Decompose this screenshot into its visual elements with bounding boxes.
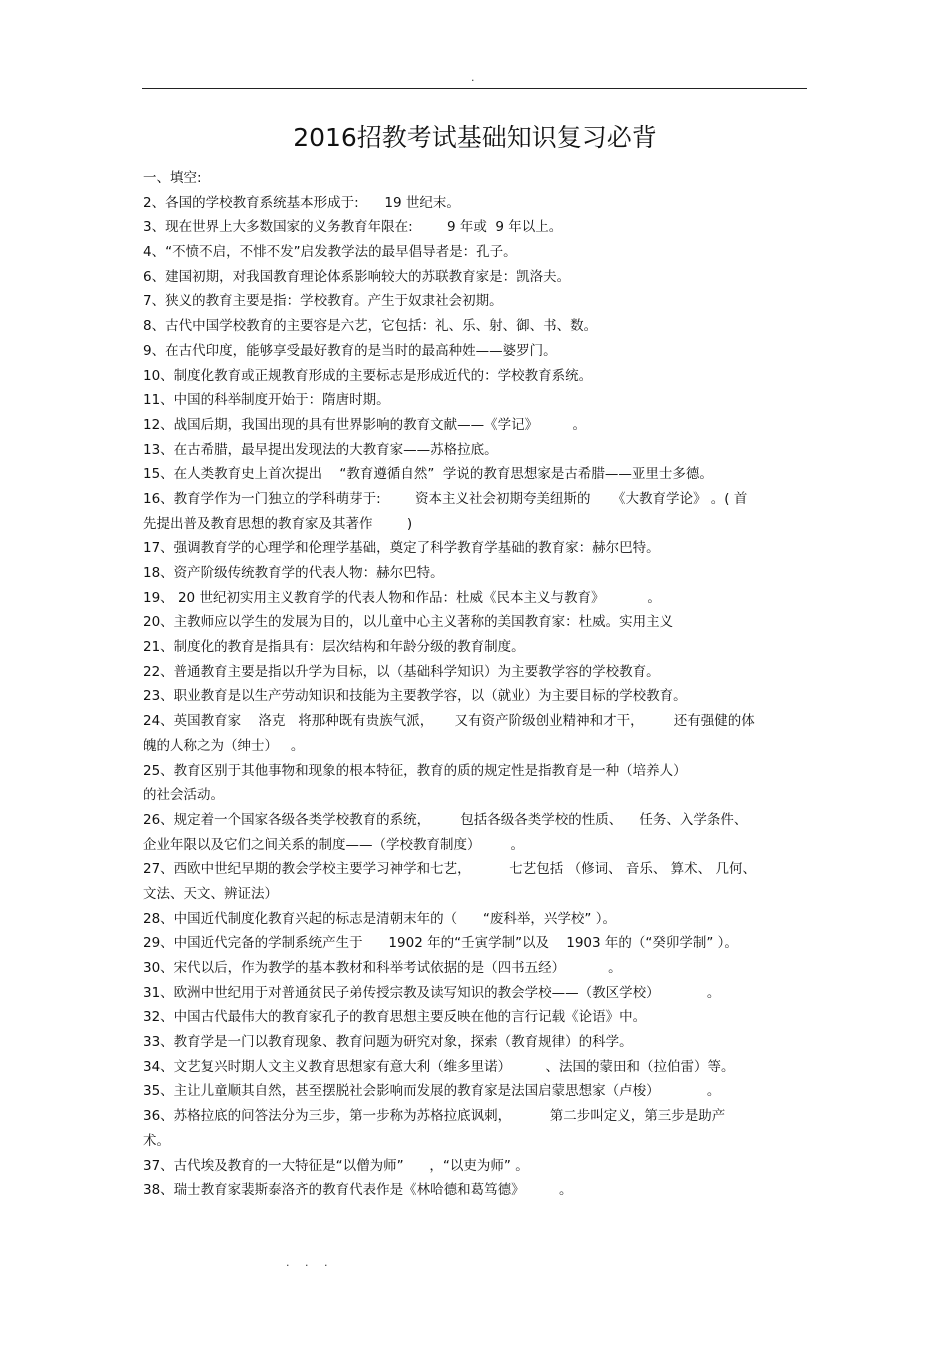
text-line: 22、普通教育主要是指以升学为目标，以（基础科学知识）为主要教学容的学校教育。 bbox=[143, 663, 660, 680]
text-line: 20、主教师应以学生的发展为目的，以儿童中心主义著称的美国教育家：杜威。实用主义 bbox=[143, 614, 674, 631]
text-line: 29、中国近代完备的学制系统产生于 1902 年的“壬寅学制”以及 1903 年的（“癸卯学制” ）。 bbox=[143, 935, 738, 952]
text-line: 35、主让儿童顺其自然，甚至摆脱社会影响而发展的教育家是法国启蒙思想家（卢梭） 。 bbox=[143, 1083, 721, 1100]
text-line: 26、规定着一个国家各级各类学校教育的系统， 包括各级各类学校的性质、 任务、入学条件、 bbox=[143, 811, 748, 828]
text-line: 文法、天文、辨证法） bbox=[143, 885, 278, 902]
document-body bbox=[143, 166, 811, 1203]
text-line: 33、教育学是一门以教育现象、教育问题为研究对象，探索（教育规律）的科学。 bbox=[143, 1034, 633, 1051]
text-line: 企业年限以及它们之间关系的制度——（学校教育制度） 。 bbox=[143, 836, 525, 853]
text-line: 27、西欧中世纪早期的教会学校主要学习神学和七艺， 七艺包括 （修词、 音乐、 算术、 几何、 bbox=[143, 861, 756, 878]
text-line: 18、资产阶级传统教育学的代表人物：赫尔巴特。 bbox=[143, 565, 444, 581]
text-line: 10、制度化教育或正规教育形成的主要标志是形成近代的：学校教育系统。 bbox=[143, 367, 593, 384]
footer-dots: . . . bbox=[286, 1256, 334, 1269]
text-line: 23、职业教育是以生产劳动知识和技能为主要教学容，以（就业）为主要目标的学校教育。 bbox=[143, 688, 687, 705]
text-line: 12、战国后期，我国出现的具有世界影响的教育文献——《学记》 。 bbox=[143, 416, 587, 433]
text-line: 34、文艺复兴时期人文主义教育思想家有意大利（维多里诺） 、法国的蒙田和（拉伯雷）等。 bbox=[143, 1058, 735, 1075]
text-line: 2、各国的学校教育系统基本形成于: 19 世纪末。 bbox=[143, 194, 460, 211]
text-line: 7、狭义的教育主要是指：学校教育。产生于奴隶社会初期。 bbox=[143, 293, 503, 310]
text-line: 16、教育学作为一门独立的学科萌芽于: 资本主义社会初期夸美纽斯的 《大教育学论》 。( 首 bbox=[143, 490, 748, 507]
text-line: 17、强调教育学的心理学和伦理学基础，奠定了科学教育学基础的教育家：赫尔巴特。 bbox=[143, 540, 660, 557]
text-line: 4、“不愤不启，不悱不发”启发教学法的最早倡导者是：孔子。 bbox=[143, 244, 517, 261]
text-line: 13、在古希腊，最早提出发现法的大教育家——苏格拉底。 bbox=[143, 441, 498, 458]
header-dot: . bbox=[471, 71, 475, 84]
text-line: 6、建国初期，对我国教育理论体系影响较大的苏联教育家是：凯洛夫。 bbox=[143, 268, 571, 285]
text-line: 37、古代埃及教育的一大特征是“以僧为师” ，“以吏为师” 。 bbox=[143, 1157, 529, 1174]
text-line: 21、制度化的教育是指具有：层次结构和年龄分级的教育制度。 bbox=[143, 639, 525, 656]
text-line: 28、中国近代制度化教育兴起的标志是清朝末年的（ “废科举，兴学校” ）。 bbox=[143, 910, 616, 927]
text-line: 30、宋代以后，作为教学的基本教材和科举考试依据的是（四书五经） 。 bbox=[143, 960, 622, 976]
text-line: 15、在人类教育史上首次提出 “教育遵循自然” 学说的教育思想家是古希腊——亚里士多德。 bbox=[143, 466, 713, 483]
text-line: 的社会活动。 bbox=[143, 787, 224, 804]
text-line: 19、 20 世纪初实用主义教育学的代表人物和作品：杜威《民本主义与教育》 。 bbox=[143, 589, 661, 606]
text-line: 先提出普及教育思想的教育家及其著作 ) bbox=[143, 515, 413, 532]
text-line: 38、瑞士教育家裴斯泰洛齐的教育代表作是《林哈德和葛笃德》 。 bbox=[143, 1182, 573, 1199]
document-title: 2016招教考试基础知识复习必背 bbox=[293, 123, 657, 152]
text-line: 32、中国古代最伟大的教育家孔子的教育思想主要反映在他的言行记载《论语》中。 bbox=[143, 1009, 647, 1026]
text-line: 8、古代中国学校教育的主要容是六艺，它包括：礼、乐、射、御、书、数。 bbox=[143, 318, 598, 335]
text-line: 术。 bbox=[143, 1132, 170, 1149]
text-line: 魄的人称之为（绅士） 。 bbox=[143, 737, 305, 754]
text-line: 11、中国的科举制度开始于：隋唐时期。 bbox=[143, 392, 390, 409]
text-line: 9、在古代印度，能够享受最好教育的是当时的最高种姓——婆罗门。 bbox=[143, 342, 557, 359]
header-rule bbox=[142, 88, 807, 89]
text-line: 3、现在世界上大多数国家的义务教育年限在: 9 年或 9 年以上。 bbox=[143, 219, 563, 236]
text-line: 一、填空: bbox=[143, 170, 202, 186]
text-line: 36、苏格拉底的问答法分为三步，第一步称为苏格拉底讽刺， 第二步叫定义，第三步是助产 bbox=[143, 1108, 726, 1125]
text-line: 31、欧洲中世纪用于对普通贫民子弟传授宗教及读写知识的教会学校——（教区学校） 。 bbox=[143, 984, 721, 1001]
text-line: 25、教育区别于其他事物和现象的根本特征，教育的质的规定性是指教育是一种（培养人） bbox=[143, 762, 687, 779]
text-line: 24、英国教育家 洛克 将那种既有贵族气派， 又有资产阶级创业精神和才干， 还有强健的体 bbox=[143, 713, 755, 730]
